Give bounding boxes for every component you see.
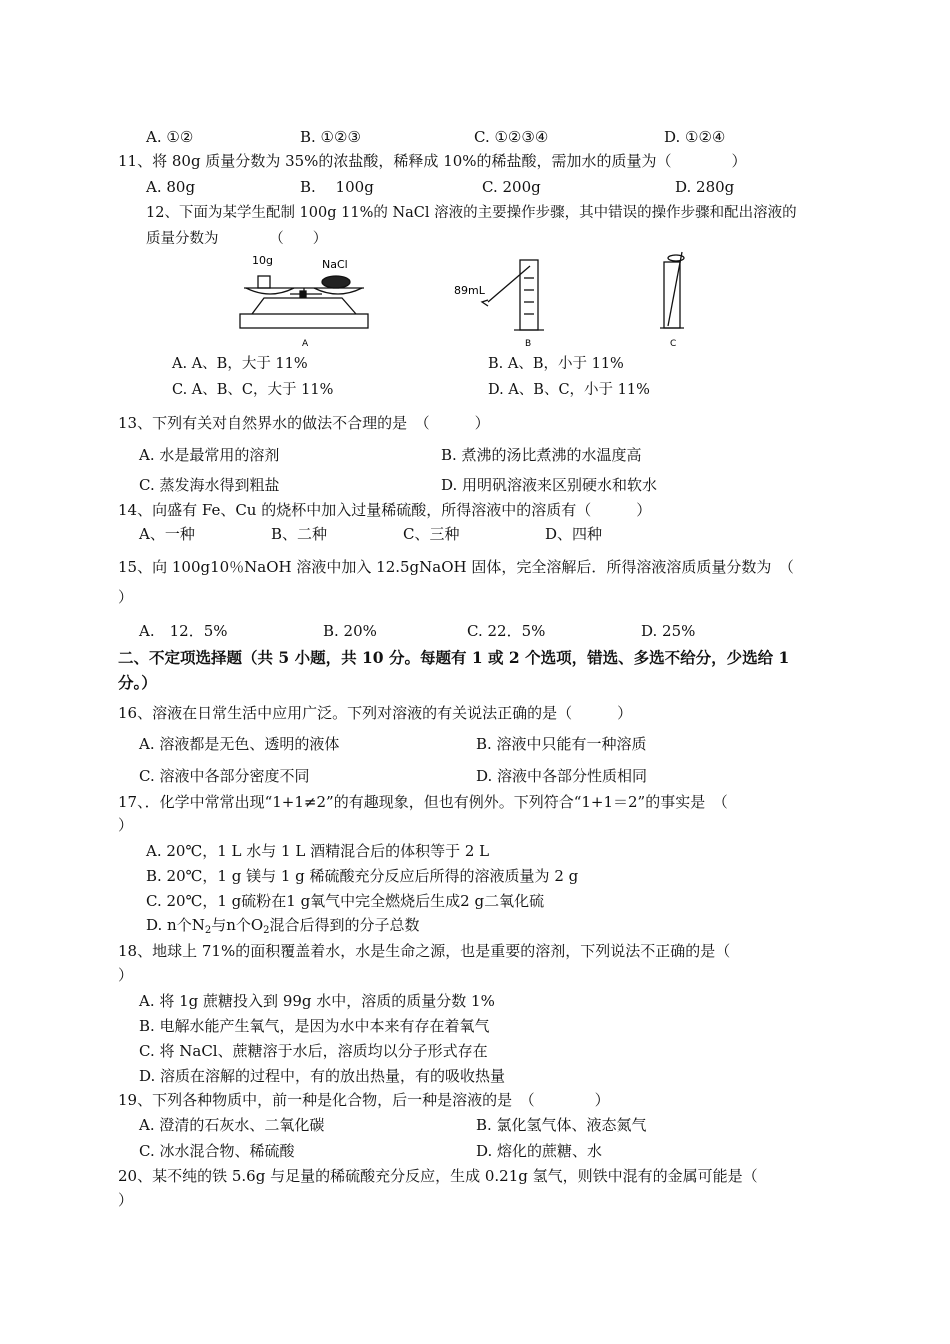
q10-option-a: A. ①②	[146, 128, 194, 146]
q17-option-a: A. 20℃，1 L 水与 1 L 酒精混合后的体积等于 2 L	[146, 842, 490, 860]
q18-option-c: C. 将 NaCl、蔗糖溶于水后，溶质均以分子形式存在	[139, 1042, 488, 1060]
q20-text-line1: 20、某不纯的铁 5.6g 与足量的稀硫酸充分反应，生成 0.21g 氢气，则铁中混有的金属可能是（	[118, 1167, 758, 1185]
q16-option-d: D. 溶液中各部分性质相同	[476, 767, 648, 785]
q15-text-line1: 15、向 100g10％NaOH 溶液中加入 12.5gNaOH 固体，完全溶解后．所得溶液溶质质量分数为 （	[118, 558, 794, 576]
q10-option-d: D. ①②④	[664, 128, 726, 146]
q17-option-d-suffix: 混合后得到的分子总数	[269, 916, 420, 934]
q18-option-b: B. 电解水能产生氧气，是因为水中本来有存在着氧气	[139, 1017, 490, 1035]
q12-option-c: C. A、B、C，大于 11%	[172, 382, 334, 398]
q17-option-c: C. 20℃，1 g硫粉在1 g氧气中完全燃烧后生成2 g二氧化硫	[146, 892, 545, 910]
q18-option-a: A. 将 1g 蔗糖投入到 99g 水中，溶质的质量分数 1%	[139, 992, 495, 1010]
q12-option-b: B. A、B，小于 11%	[488, 356, 624, 372]
q13-text: 13、下列有关对自然界水的做法不合理的是 （ ）	[118, 414, 490, 432]
q15-option-d: D. 25%	[641, 622, 696, 640]
figure-label-c: C	[670, 339, 677, 349]
q18-text-line2: ）	[118, 966, 134, 984]
q14-option-b: B、二种	[271, 525, 328, 543]
q20-text-line2: ）	[118, 1191, 134, 1209]
q11-option-d: D. 280g	[675, 178, 735, 196]
q13-option-d: D. 用明矾溶液来区别硬水和软水	[441, 476, 658, 494]
q11-text: 11、将 80g 质量分数为 35%的浓盐酸，稀释成 10%的稀盐酸，需加水的质量为（ ）	[118, 152, 747, 170]
q14-option-c: C、三种	[403, 525, 460, 543]
q14-option-d: D、四种	[545, 525, 603, 543]
cylinder-reading-label: 89mL	[454, 284, 485, 297]
q12-figure	[230, 250, 710, 350]
balance-weight-label: 10g	[252, 254, 273, 267]
q18-text-line1: 18、地球上 71%的面积覆盖着水，水是生命之源，也是重要的溶剂，下列说法不正确的是（	[118, 942, 731, 960]
q14-text: 14、向盛有 Fe、Cu 的烧杯中加入过量稀硫酸，所得溶液中的溶质有（ ）	[118, 501, 652, 519]
q13-option-b: B. 煮沸的汤比煮沸的水温度高	[441, 446, 642, 464]
q17-text-line2: ）	[118, 816, 134, 834]
figure-label-b: B	[525, 339, 532, 349]
q11-option-a: A. 80g	[146, 178, 196, 196]
q15-text-line2: ）	[118, 588, 134, 606]
q10-option-b: B. ①②③	[300, 128, 361, 146]
q17-option-d-sub2: 2	[263, 925, 270, 936]
q16-option-b: B. 溶液中只能有一种溶质	[476, 735, 647, 753]
q13-option-c: C. 蒸发海水得到粗盐	[139, 476, 280, 494]
stirring-rod-icon	[660, 252, 684, 328]
q16-text: 16、溶液在日常生活中应用广泛。下列对溶液的有关说法正确的是（ ）	[118, 704, 633, 722]
q15-option-a: A. 12．5%	[139, 622, 228, 640]
q19-option-d: D. 熔化的蔗糖、水	[476, 1142, 603, 1160]
q11-option-b: B. 100g	[300, 178, 374, 196]
q12-option-a: A. A、B，大于 11%	[172, 356, 308, 372]
q11-option-c: C. 200g	[482, 178, 541, 196]
q17-option-d	[146, 915, 420, 941]
section2-heading-line2: 分。）	[118, 673, 157, 692]
q17-option-d-prefix: D. n个N	[146, 916, 205, 934]
q16-option-a: A. 溶液都是无色、透明的液体	[139, 735, 340, 753]
balance-scale-icon	[240, 276, 368, 328]
q17-text-line1: 17、．化学中常常出现“1+1≠2”的有趣现象，但也有例外。下列符合“1+1＝2”的事实是 （	[118, 793, 728, 811]
q14-option-a: A、一种	[139, 525, 195, 543]
q15-option-c: C. 22．5%	[467, 622, 546, 640]
q17-option-d-sub1: 2	[204, 925, 212, 936]
figure-label-a: A	[302, 339, 309, 349]
q12-text-line1: 12、下面为某学生配制 100g 11%的 NaCl 溶液的主要操作步骤，其中错误的操作步骤和配出溶液的	[146, 205, 797, 221]
q19-option-c: C. 冰水混合物、稀硫酸	[139, 1142, 295, 1160]
q17-option-b: B. 20℃，1 g 镁与 1 g 稀硫酸充分反应后所得的溶液质量为 2 g	[146, 867, 579, 885]
q15-option-b: B. 20%	[323, 622, 377, 640]
measuring-cylinder-icon	[482, 260, 544, 330]
balance-salt-label: NaCl	[322, 258, 348, 271]
q19-option-a: A. 澄清的石灰水、二氧化碳	[139, 1116, 325, 1134]
q18-option-d: D. 溶质在溶解的过程中，有的放出热量，有的吸收热量	[139, 1067, 506, 1085]
q12-option-d: D. A、B、C，小于 11%	[488, 382, 650, 398]
q19-option-b: B. 氯化氢气体、液态氮气	[476, 1116, 647, 1134]
q16-option-c: C. 溶液中各部分密度不同	[139, 767, 310, 785]
section2-heading-line1: 二、不定项选择题（共 5 小题，共 10 分。每题有 1 或 2 个选项，错选、多选不给分，少选给 1	[118, 648, 790, 667]
q12-text-line2: 质量分数为 （ ）	[146, 231, 328, 247]
q17-option-d-mid: 与n个O	[211, 916, 264, 934]
q19-text: 19、下列各种物质中，前一种是化合物，后一种是溶液的是 （ ）	[118, 1091, 610, 1109]
q10-option-c: C. ①②③④	[474, 128, 549, 146]
q13-option-a: A. 水是最常用的溶剂	[139, 446, 280, 464]
